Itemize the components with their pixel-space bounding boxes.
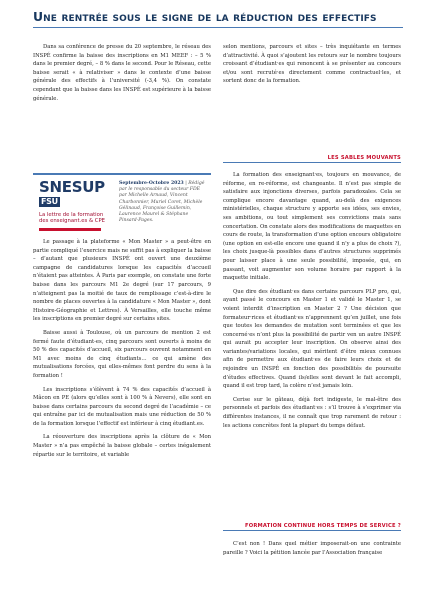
paragraph: Le passage à la plateforme « Mon Master » a peut-être en partie compliqué l’exercice mais ne suffit pas à expliquer la baisse – d’autant que plusieurs INSPÉ ont ouvert une deuxième campagne de candidatures lorsque les capacités d’accueil n’étaient pas atteintes. À Paris par exemple, on constate une forte baisse dans les parcours M1 2e degré (sur 17 parcours, 9 n’atteignent pas la moitié de taux de remplissage c’est-à-dire le nombre de places ouvertes à la candidature « Mon Master », dont Histoire-Géographie et Lettres). À Versailles, elle touche même les inscriptions en premier degré sur certains sites. (33, 239, 211, 323)
newsletter-info-box (33, 173, 211, 231)
section-title: LES SABLES MOUVANTS (327, 155, 401, 161)
credits-text: | Rédigé par le responsable du secteur FDE par Michelle Arnaud, Vincent Charbonnier, Muriel Coret, Michèle Gélinaud, Françoise Guillemin, Laurence Maurel & Stéphane Pinsard-Pages. (119, 181, 205, 224)
section-title: FORMATION CONTINUE HORS TEMPS DE SERVICE ? (245, 523, 401, 529)
paragraph: C’est non ! Dans quel métier imposerait-on une contrainte pareille ? Voici la pétition lancée par l’Association française (223, 541, 401, 556)
logo-badge: FSU (41, 197, 58, 206)
paragraph: La réouverture des inscriptions après la clôture de « Mon Master » n’a pas empêché la baisse globale – certes inégalement répartie sur le territoire, et variable (33, 434, 211, 458)
section-heading-formation-continue (223, 523, 401, 536)
section-heading-sables (223, 155, 401, 168)
paragraph: Baisse aussi à Toulouse, où un parcours de mention 2 est fermé faute d’étudiant-es, cinq parcours sont ouverts à moins de 50 % des capacités d’accueil, six parcours ouvrent notamment en M1 avec moins de cinq étudiants… ce qui amène des mutualisations forcées, qui elles-mêmes font perdre du sens à la formation ! (33, 329, 211, 379)
left-column-top (33, 43, 211, 103)
article-title: Une rentrée sous le signe de la réduction des effectifs (33, 9, 377, 24)
section-divider (223, 162, 401, 163)
logo-subtitle: La lettre de la formation des enseignant.es & CPE (39, 212, 106, 225)
right-column-top (223, 43, 401, 86)
section-1-body (223, 171, 401, 430)
paragraph: selon mentions, parcours et sites – très inquiétante en termes d’attractivité. À quoi s’ajoutent les retours sur le nombre toujours croissant d’étudiant·es qui renoncent à se présenter au concours et/ou sont recruté·es directement comme contractuel·les, et sortent donc de la formation. (223, 44, 401, 85)
paragraph: Que dire des étudiant·es dans certains parcours PLP pro, qui, ayant passé le concours en Master 1 et validé le Master 1, se voient interdit d’inscription en Master 2 ? Une décision que formateur·rices et étudiant·es n’apprennent qu’en juillet, une fois que toutes les demandes de mutation sont terminées et que les concerné·es n’ont plus la possibilité de partir ven un autre INSPÉ qui aurait pu accepter leur inscription. On observe ainsi des variantes/variations locales, qui méritent d’être mieux connues afin de permettre aux étudiant·es de faire leurs choix et de rejoindre un INSPÉ en fonction des possibilités de poursuite d’études effectives. Quand ils/elles sont devant le fait accompli, quand il est trop tard, la colère n’est jamais loin. (223, 288, 401, 390)
paragraph: La formation des enseignant·es, toujours en mouvance, de réforme, en re-réforme, est changeante. Il n’est pas simple de satisfaire aux injonctions diverses, parfois paradoxales. Cela se complique encore davantage quand, au-delà des exigences ministérielles, chaque structure y apporte ses idées, ses envies, ses ambitions, ou tout simplement ses convictions mais sans concertation. On constate alors des modifications de maquettes en cours de route, la transformation d’une option encours obligatoire (une option en est-elle encore une quand il n’y a plus de choix ?), les choix jusque-là possibles dans d’autres structures supprimés pour laisser place à une seule possibilité, imposée, qui, en passant, voit augmenter son volume horaire par rapport à la maquette initiale. (223, 172, 401, 282)
left-column-bottom (33, 238, 211, 459)
logo-main-text: SNESUP (39, 178, 105, 196)
issue-credits (119, 181, 205, 224)
logo-wordmark (39, 180, 105, 210)
snesup-logo (39, 180, 105, 226)
title-divider (33, 27, 403, 28)
paragraph: Cerise sur le gâteau, déjà fort indigeste, le mal-être des personnels et parfois des étudiant·es : s’il trouve à s’exprimer via différentes instances, il ne connaît que trop rarement de retour : les actions concrètes font la plupart du temps défaut. (223, 396, 401, 429)
paragraph: Dans sa conférence de presse du 20 septembre, le réseau des INSPÉ confirme la baisse des inscriptions en M1 MEEF : – 5 % dans le premier degré, – 8 % dans le second. Pour le Réseau, cette baisse serait « à relativiser » dans le contexte d’une baisse générale des effectifs à l’université (-3,4 %). On constate cependant que la baisse dans les INSPÉ est supérieure à la baisse générale. (33, 44, 211, 102)
logo-underline (39, 228, 101, 231)
issue-date: Septembre-Octobre 2023 (119, 181, 184, 186)
section-divider (223, 530, 401, 531)
paragraph: Les inscriptions s’élèvent à 74 % des capacités d’accueil à Mâcon en PE (alors qu’elles sont à 100 % à Nevers), elle sont en baisse dans certains parcours du second degré de l’académie – ce qui entraîne par ici de mutualisation mais une réduction de 50 % de la formation lorsque l’effectif est inférieur à cinq étudiant.es. (33, 386, 211, 427)
section-2-body (223, 540, 401, 557)
